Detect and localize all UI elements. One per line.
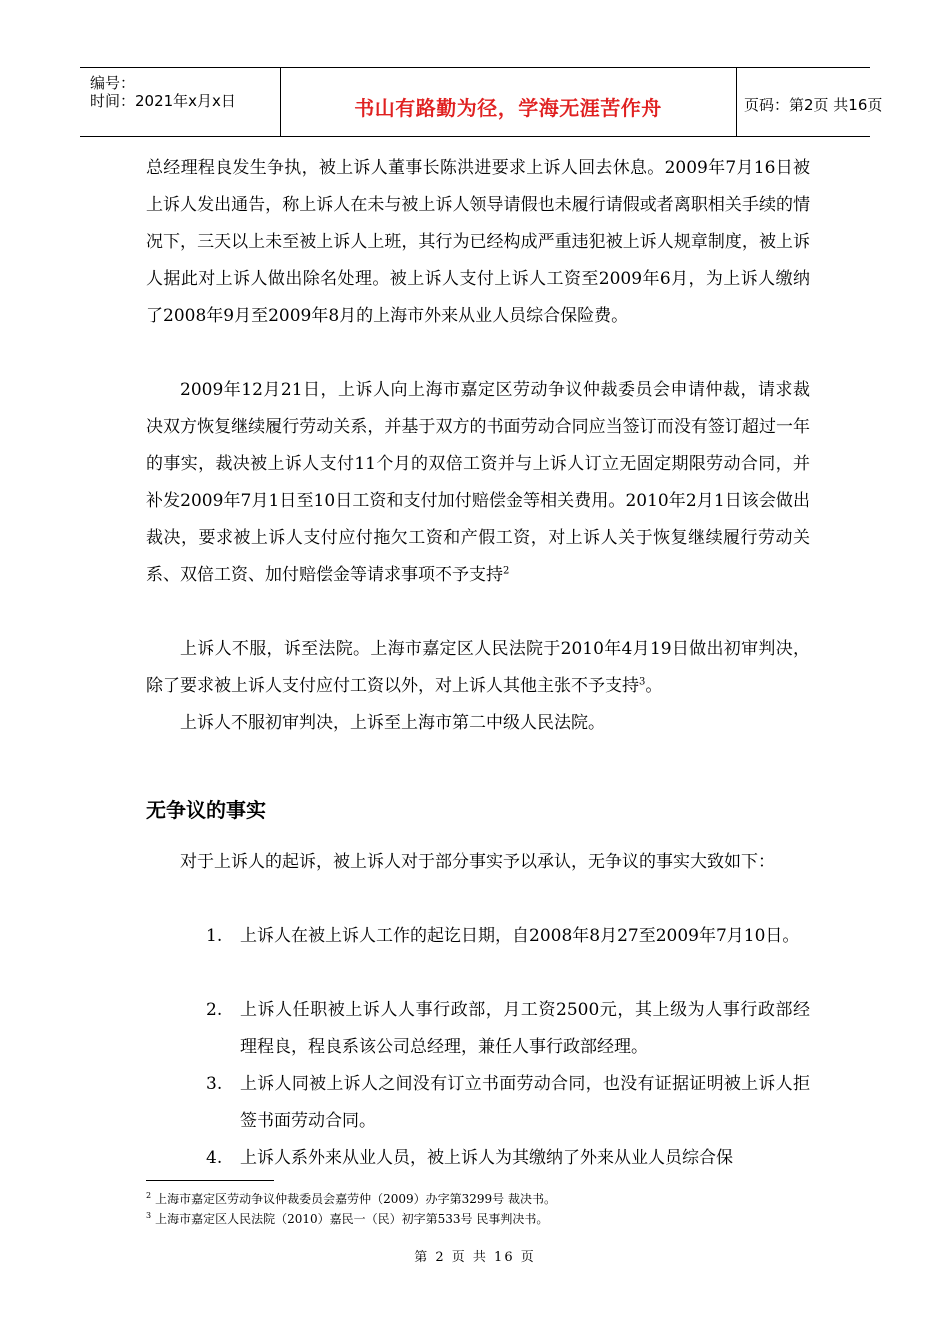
footnote-2	[146, 1190, 556, 1207]
header-page-number: 页码：第2页 共16页	[744, 96, 883, 114]
list-item	[206, 1066, 810, 1140]
body-paragraph-1: 总经理程良发生争执，被上诉人董事长陈洪进要求上诉人回去休息。2009年7月16日被上诉人发出通告，称上诉人在未与被上诉人领导请假也未履行请假或者离职相关手续的情况下，三天以上未至被上诉人上班，其行为已经构成严重违犯被上诉人规章制度，被上诉人据此对上诉人做出除名处理。被上诉人支付上诉人工资至2009年6月，为上诉人缴纳了2008年9月至2009年8月的上海市外来从业人员综合保险费。	[146, 158, 810, 326]
document-number-label: 编号：	[90, 74, 136, 92]
footnote-text: 上海市嘉定区劳动争议仲裁委员会嘉劳仲（2009）办字第3299号 裁决书。	[155, 1192, 556, 1206]
list-item	[206, 1140, 810, 1177]
list-item-number: 4.	[206, 1148, 223, 1168]
body-paragraph-3	[146, 631, 810, 705]
list-item-number: 2.	[206, 1000, 223, 1020]
page-header	[80, 67, 883, 137]
paragraph-text: 2009年12月21日，上诉人向上海市嘉定区劳动争议仲裁委员会申请仲裁，请求裁决双方恢复继续履行劳动关系，并基于双方的书面劳动合同应当签订而没有签订超过一年的事实，裁决被上诉人支付11个月的双倍工资并与上诉人订立无固定期限劳动合同，并补发2009年7月1日至10日工资和支付加付赔偿金等相关费用。2010年2月1日该会做出裁决，要求被上诉人支付应付拖欠工资和产假工资，对上诉人关于恢复继续履行劳动关系、双倍工资、加付赔偿金等请求事项不予支持	[146, 380, 810, 585]
list-item	[206, 992, 810, 1066]
footnote-mark: 2	[146, 1191, 152, 1200]
footnote-text: 上海市嘉定区人民法院（2010）嘉民一（民）初字第533号 民事判决书。	[155, 1212, 549, 1226]
list-item-text: 上诉人在被上诉人工作的起讫日期，自2008年8月27至2009年7月10日。	[240, 926, 800, 946]
list-item-text: 上诉人任职被上诉人人事行政部，月工资2500元，其上级为人事行政部经理程良，程良系该公司总经理，兼任人事行政部经理。	[240, 1000, 810, 1057]
list-item	[206, 918, 810, 955]
body-paragraph-4: 上诉人不服初审判决，上诉至上海市第二中级人民法院。	[180, 713, 605, 733]
footnote-mark: 3	[146, 1211, 152, 1220]
list-item-number: 1.	[206, 926, 223, 946]
paragraph-end: 。	[645, 676, 663, 696]
section-title: 无争议的事实	[146, 798, 266, 822]
footnote-ref-2[interactable]: 2	[503, 565, 510, 577]
list-item-text: 上诉人系外来从业人员，被上诉人为其缴纳了外来从业人员综合保	[240, 1148, 733, 1168]
header-page-cell	[736, 68, 883, 136]
header-meta-cell	[80, 68, 281, 136]
list-item-number: 3.	[206, 1074, 223, 1094]
paragraph-text: 上诉人不服，诉至法院。上海市嘉定区人民法院于2010年4月19日做出初审判决，除了要求被上诉人支付应付工资以外，对上诉人其他主张不予支持	[146, 639, 810, 696]
footnote-ref-3[interactable]: 3	[639, 676, 646, 688]
header-motto-cell	[280, 68, 737, 136]
footnote-3	[146, 1210, 548, 1227]
list-item-text: 上诉人同被上诉人之间没有订立书面劳动合同，也没有证据证明被上诉人拒签书面劳动合同。	[240, 1074, 810, 1131]
body-paragraph-2	[146, 372, 810, 594]
header-motto: 书山有路勤为径，学海无涯苦作舟	[354, 96, 662, 120]
footnote-separator	[146, 1180, 274, 1181]
body-paragraph-5: 对于上诉人的起诉，被上诉人对于部分事实予以承认，无争议的事实大致如下：	[180, 852, 775, 872]
document-date-label: 时间：2021年x月x日	[90, 92, 236, 110]
page-footer: 第 2 页 共 16 页	[414, 1250, 536, 1265]
